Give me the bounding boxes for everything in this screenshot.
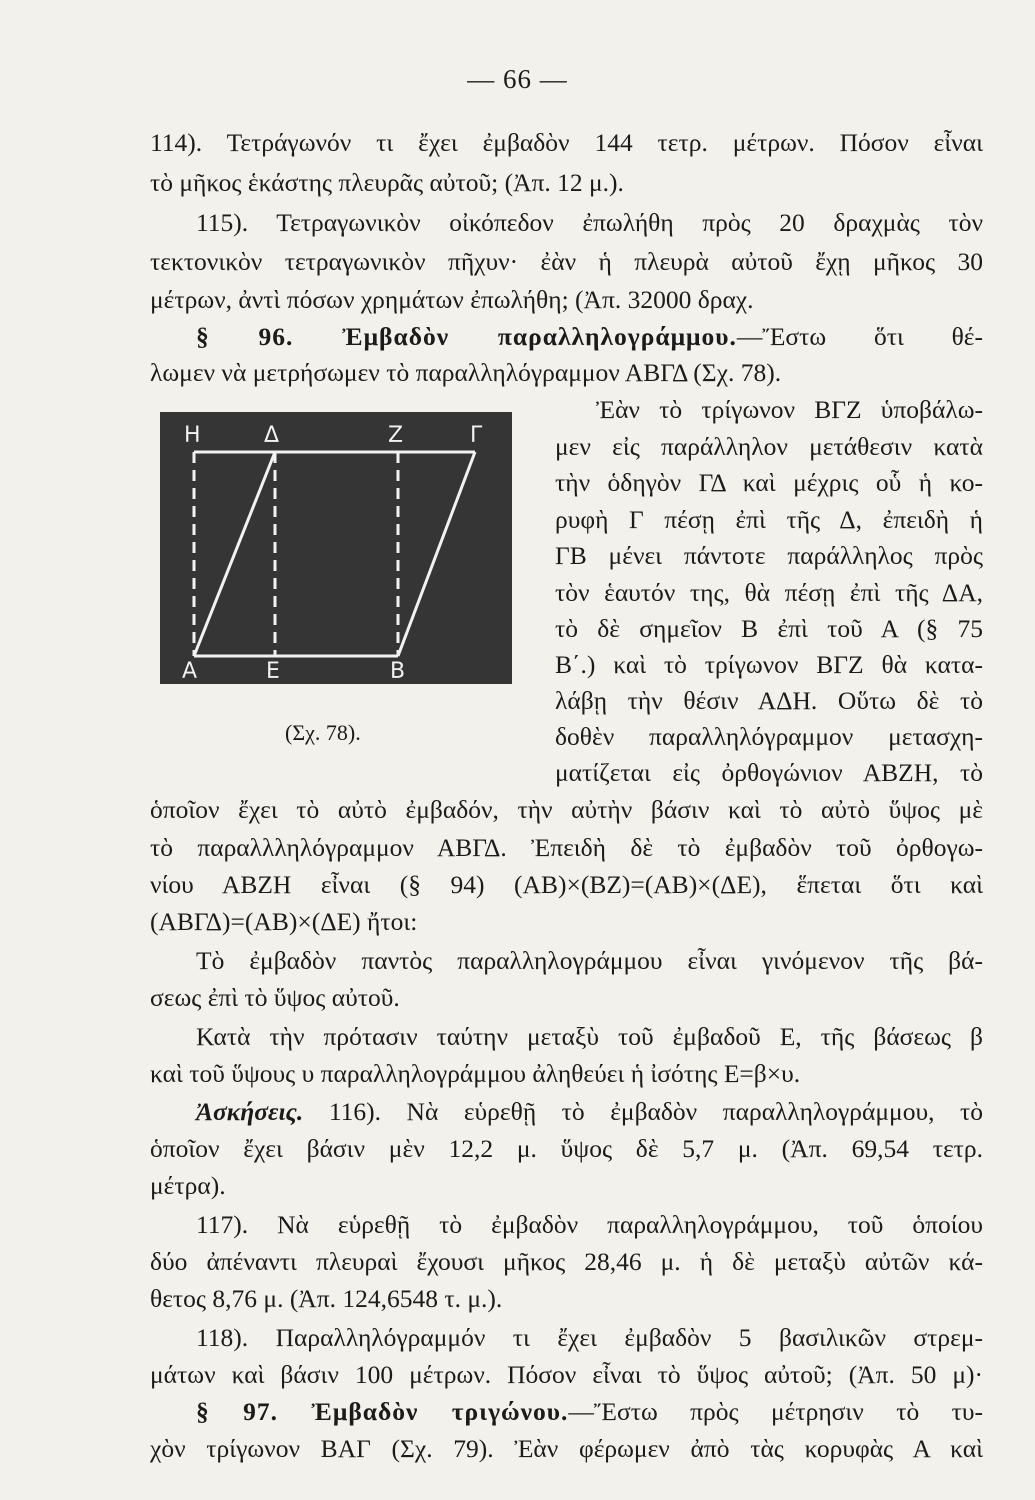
text-line: ὁποῖον ἔχει βάσιν μὲν 12,2 μ. ὕψος δὲ 5,7 μ. (Ἀπ. 69,54 τετρ. (150, 1134, 983, 1163)
text-line: θετος 8,76 μ. (Ἀπ. 124,6548 τ. μ.). (150, 1284, 503, 1313)
text-line: τὸν ἑαυτόν της, θὰ πέσῃ ἐπὶ τῆς ΔΑ, (555, 578, 983, 607)
label-a: Α (182, 659, 198, 684)
text-line: τὸ δὲ σημεῖον Β ἐπὶ τοῦ Α (§ 75 (555, 614, 983, 643)
section-heading-96 (196, 322, 983, 352)
text-line: μέτρων, ἀντὶ πόσων χρημάτων ἐπωλήθη; (Ἀπ. 32000 δραχ. (150, 285, 754, 314)
section-title: § 96. Ἐμβαδὸν παραλληλογράμμου. (196, 322, 737, 351)
text-line: ματίζεται εἰς ὀρθογώνιον ΑΒΖΗ, τὸ (555, 758, 983, 787)
text-line: τὸ μῆκος ἑκάστης πλευρᾶς αὐτοῦ; (Ἀπ. 12 μ.). (150, 168, 624, 197)
text-line: χὸν τρίγωνον ΒΑΓ (Σχ. 79). Ἐὰν φέρωμεν ἀπὸ τὰς κορυφὰς Α καὶ (150, 1434, 983, 1463)
section-heading-97 (196, 1397, 983, 1427)
text-line: ΓΒ μένει πάντοτε παράλληλος πρὸς (555, 541, 983, 570)
label-g: Γ (470, 423, 483, 448)
figure-caption: (Σχ. 78). (285, 720, 361, 745)
text-line: τὸ παραλλληλόγραμμον ΑΒΓΔ. Ἐπειδὴ δὲ τὸ ἐμβαδὸν τοῦ ὀρθογω- (150, 833, 983, 862)
text-line: νίου ΑΒΖΗ εἶναι (§ 94) (ΑΒ)×(ΒΖ)=(ΑΒ)×(ΔΕ), ἕπεται ὅτι καὶ (150, 870, 983, 899)
text-line: δοθὲν παραλληλόγραμμον μετασχη- (555, 722, 983, 751)
text-line: μεν εἰς παράλληλον μετάθεσιν κατὰ (555, 432, 983, 461)
text-line: Ἐὰν τὸ τρίγωνον ΒΓΖ ὑποβάλω- (596, 395, 983, 424)
label-b: Β (390, 659, 406, 684)
text-line: καὶ τοῦ ὕψους υ παραλληλογράμμου ἀληθεύει ἡ ἰσότης Ε=β×υ. (150, 1059, 801, 1088)
exercises-label: Ἀσκήσεις. (196, 1097, 304, 1126)
text-line: 117). Νὰ εὑρεθῇ τὸ ἐμβαδὸν παραλληλογράμμου, τοῦ ὁποίου (196, 1210, 983, 1239)
exercises-heading (196, 1097, 983, 1127)
text-line: 114). Τετράγωνόν τι ἔχει ἐμβαδὸν 144 τετρ. μέτρων. Πόσον εἶναι (150, 128, 983, 157)
text-line: ὁποῖον ἔχει τὸ αὐτὸ ἐμβαδόν, τὴν αὐτὴν βάσιν καὶ τὸ αὐτὸ ὕψος μὲ (150, 795, 983, 824)
text-line: λάβῃ τὴν θέσιν ΑΔΗ. Οὕτω δὲ τὸ (555, 686, 983, 715)
text-line: ρυφὴ Γ πέσῃ ἐπὶ τῆς Δ, ἐπειδὴ ἡ (555, 505, 983, 534)
label-z: Ζ (388, 423, 404, 448)
text-line: δύο ἀπέναντι πλευραὶ ἔχουσι μῆκος 28,46 μ. ἡ δὲ μεταξὺ αὐτῶν κά- (150, 1247, 983, 1276)
text-line: 118). Παραλληλόγραμμόν τι ἔχει ἐμβαδὸν 5 βασιλικῶν στρεμ- (196, 1323, 983, 1352)
text-line: Κατὰ τὴν πρότασιν ταύτην μεταξὺ τοῦ ἐμβαδοῦ Ε, τῆς βάσεως β (196, 1022, 983, 1051)
text-line: μάτων καὶ βάσιν 100 μέτρων. Πόσον εἶναι τὸ ὕψος αὐτοῦ; (Ἀπ. 50 μ)· (150, 1360, 983, 1389)
text-span: 116). Νὰ εὑρεθῇ τὸ ἐμβαδὸν παραλληλογράμμου, τὸ (328, 1097, 983, 1126)
label-e: Ε (266, 659, 280, 684)
text-line: Β΄.) καὶ τὸ τρίγωνον ΒΓΖ θὰ κατα- (555, 650, 983, 679)
theorem-line: σεως ἐπὶ τὸ ὕψος αὐτοῦ. (150, 983, 400, 1012)
label-h: Η (184, 423, 201, 448)
text-line: μέτρα). (150, 1171, 226, 1200)
label-d: Δ (264, 423, 280, 448)
text-span: —Ἔστω ὅτι θέ- (736, 322, 983, 351)
text-line: τεκτονικὸν τετραγωνικὸν πῆχυν· ἐὰν ἡ πλευρὰ αὐτοῦ ἔχῃ μῆκος 30 (150, 247, 983, 276)
text-line: 115). Τετραγωνικὸν οἰκόπεδον ἐπωλήθη πρὸς 20 δραχμὰς τὸν (196, 208, 983, 237)
section-title: § 97. Ἐμβαδὸν τριγώνου. (196, 1397, 569, 1426)
text-line: λωμεν νὰ μετρήσωμεν τὸ παραλληλόγραμμον ΑΒΓΔ (Σχ. 78). (150, 358, 782, 387)
page-number: — 66 — (467, 64, 568, 94)
figure-78 (160, 412, 512, 684)
text-line: (ΑΒΓΔ)=(ΑΒ)×(ΔΕ) ἤτοι: (150, 907, 418, 936)
text-line: τὴν ὁδηγὸν ΓΔ καὶ μέχρις οὗ ἡ κο- (555, 468, 983, 497)
theorem-line: Τὸ ἐμβαδὸν παντὸς παραλληλογράμμου εἶναι γινόμενον τῆς βά- (196, 946, 983, 975)
text-span: —Ἔστω πρὸς μέτρησιν τὸ τυ- (568, 1397, 983, 1426)
